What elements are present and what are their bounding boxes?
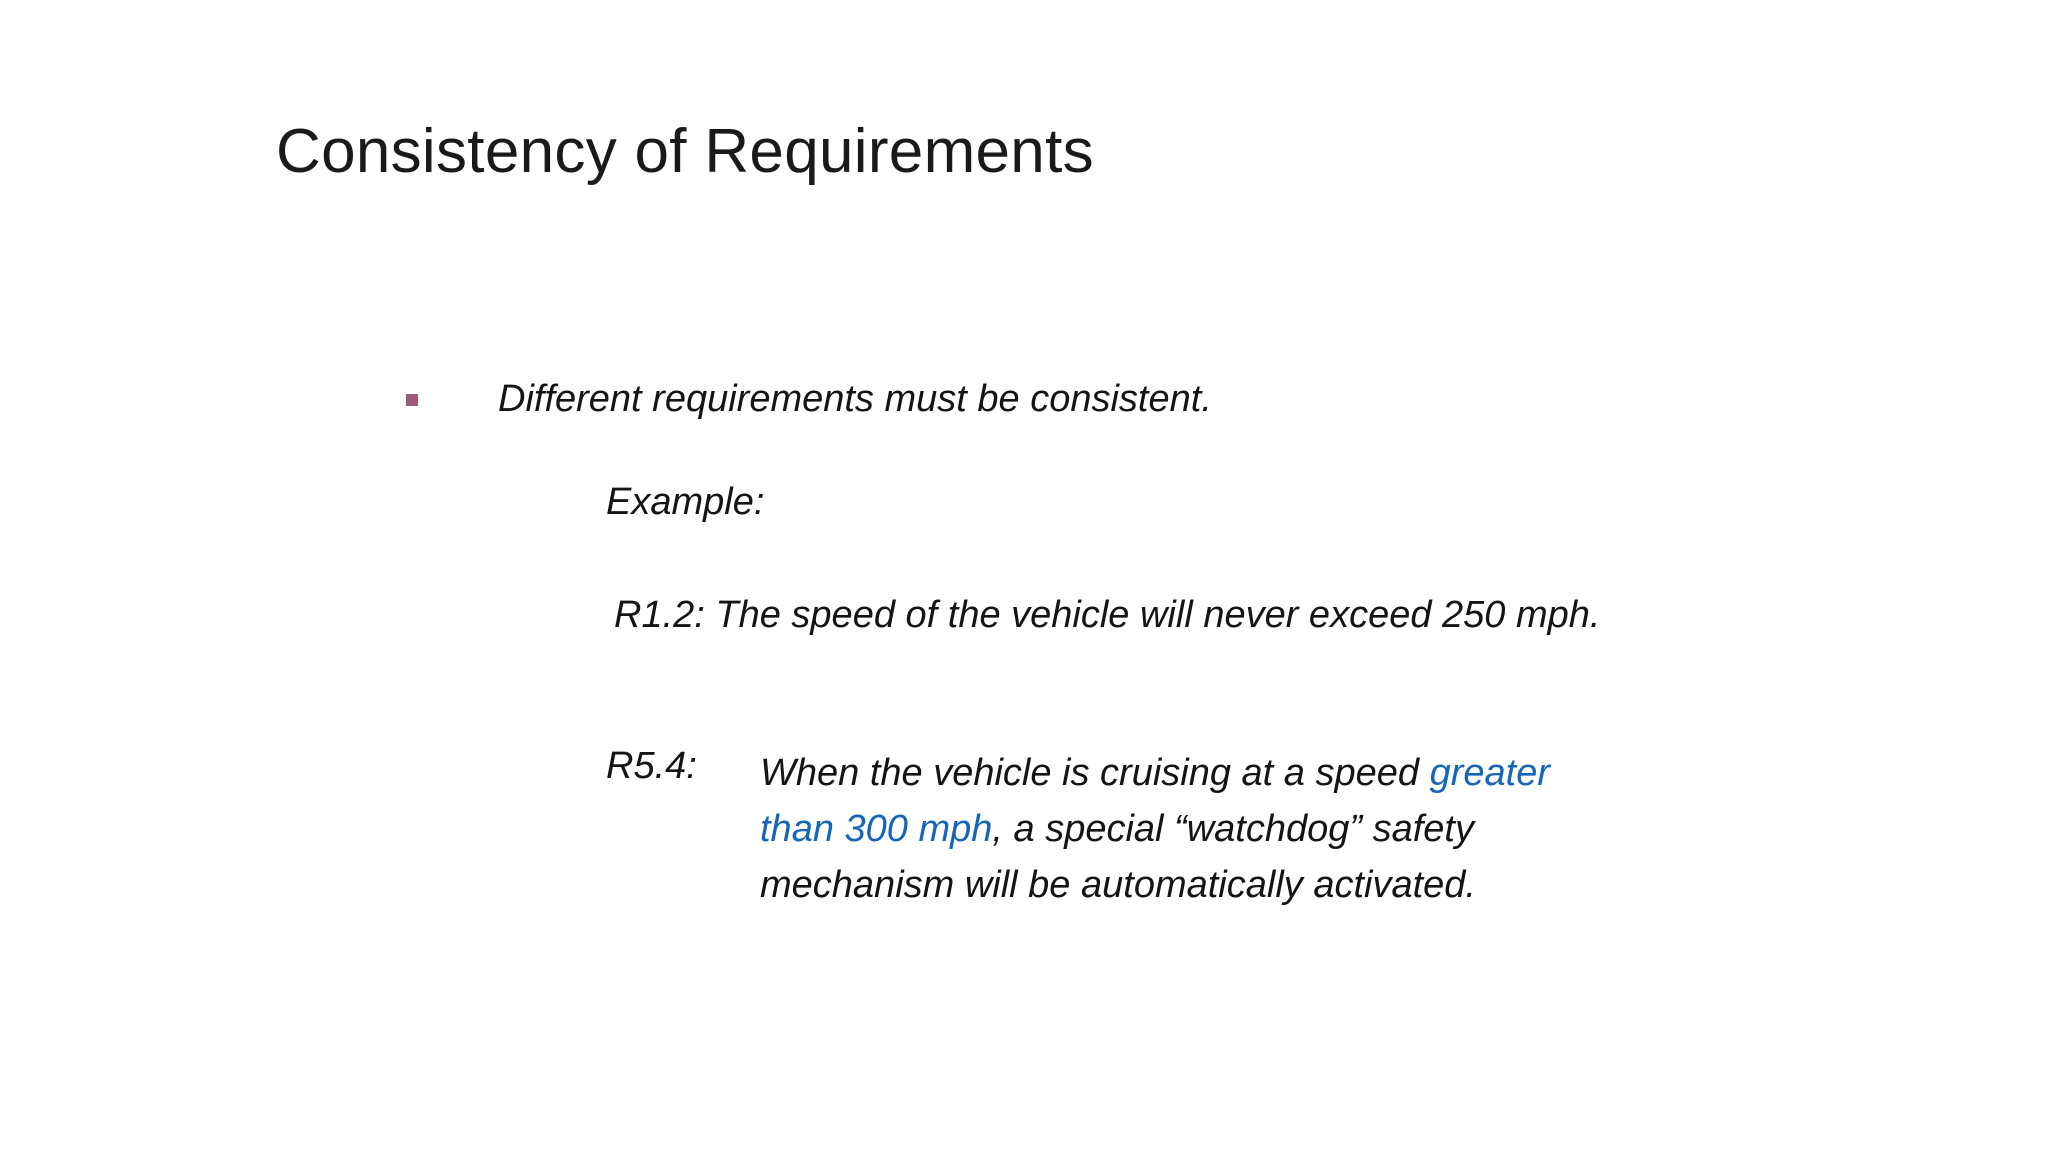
bullet-square-icon: [406, 394, 418, 406]
requirement-r5-4-text: [760, 745, 1620, 913]
example-label: Example:: [606, 481, 765, 523]
requirement-r5-4-line-2-suffix: , a special “watchdog” safety: [992, 808, 1474, 850]
slide-title: Consistency of Requirements: [276, 117, 1094, 186]
bullet-text: Different requirements must be consistent.: [498, 378, 1212, 420]
requirement-r5-4-highlight-1: greater: [1429, 752, 1550, 794]
requirement-r5-4-highlight-2: than 300 mph: [760, 808, 993, 850]
requirement-r5-4-line-1-prefix: When the vehicle is cruising at a speed: [760, 752, 1430, 794]
requirement-r1-2: R1.2: The speed of the vehicle will never exceed 250 mph.: [614, 594, 1601, 636]
requirement-r5-4-line-3: mechanism will be automatically activated.: [760, 864, 1476, 906]
requirement-r5-4-id: R5.4:: [606, 745, 697, 787]
requirement-r5-4-line-2: [760, 801, 1620, 857]
requirement-r5-4-line-1: [760, 745, 1620, 801]
